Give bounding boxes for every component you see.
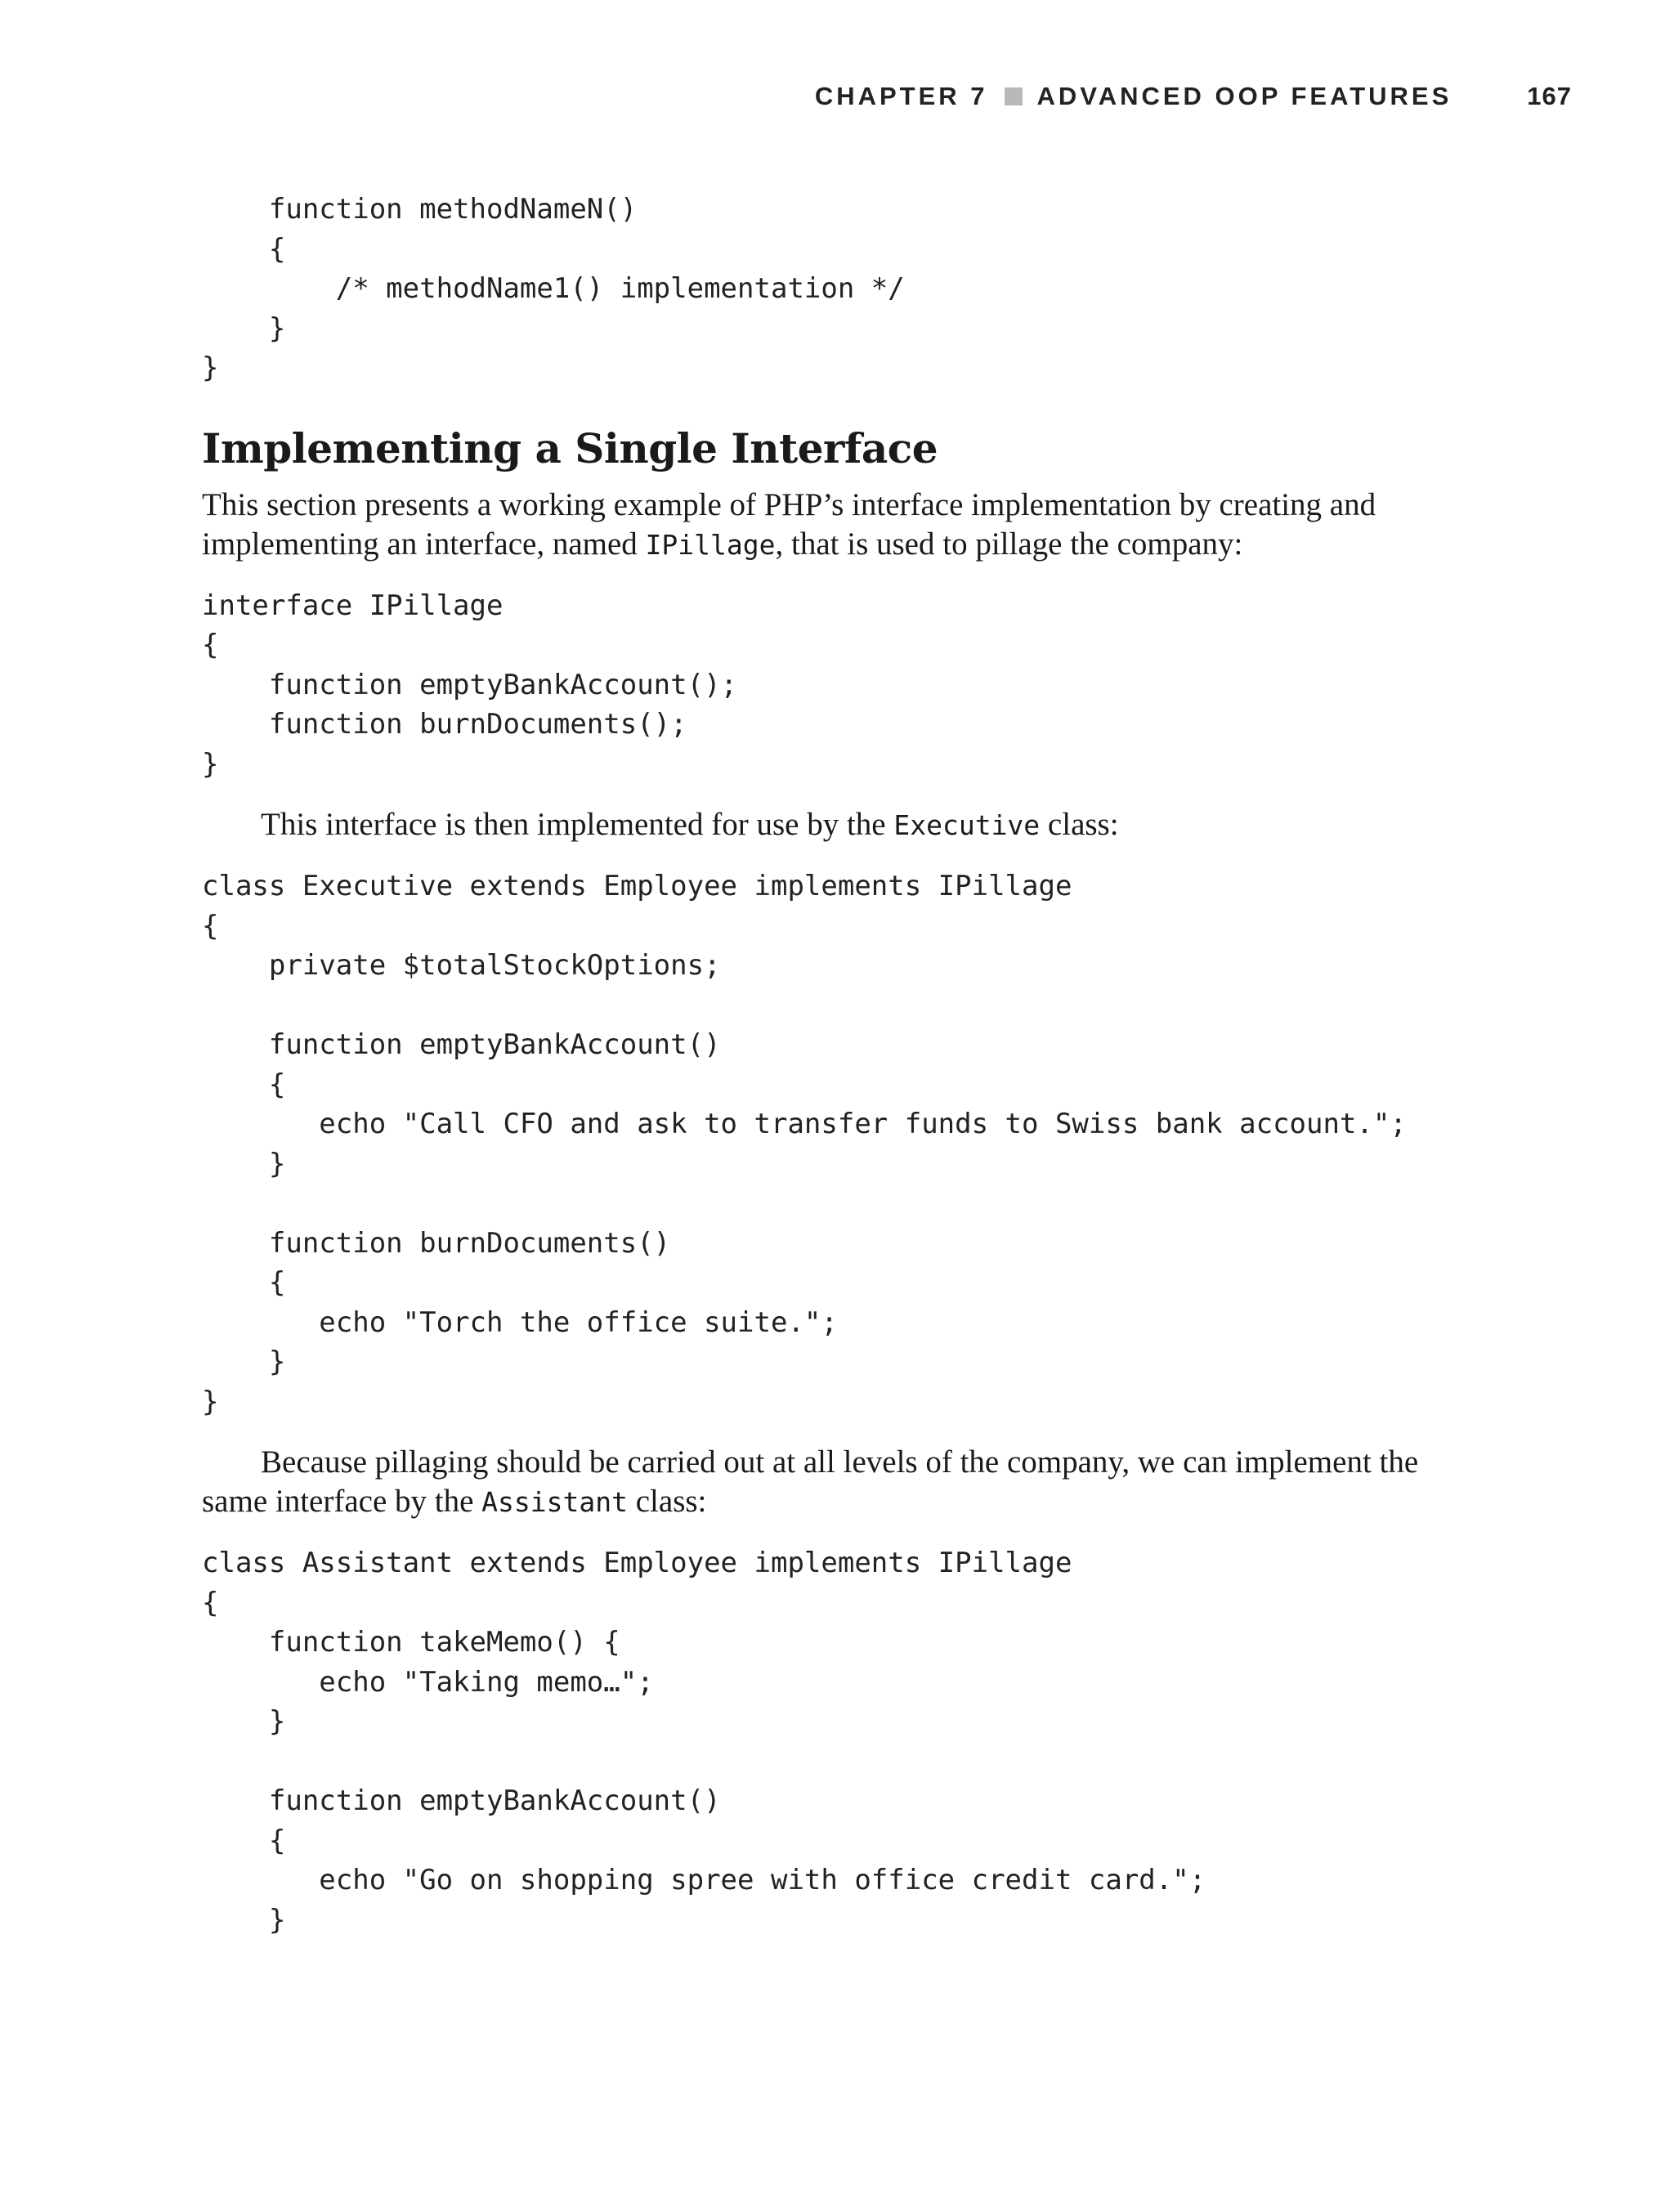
- chapter-title: ADVANCED OOP FEATURES: [1036, 82, 1452, 110]
- spacer: [202, 845, 1477, 866]
- paragraph-executive-text-before: This interface is then implemented for use by the: [261, 807, 894, 842]
- spacer: [202, 784, 1477, 805]
- code-block-assistant: class Assistant extends Employee implements IPillage { function takeMemo() { echo "Taking memo…"; } function emptyBankAccount() { echo "Go on shopping spree with office credit card."; }: [202, 1547, 1206, 1937]
- code-block-interface: interface IPillage { function emptyBankAccount(); function burnDocuments(); }: [202, 589, 738, 781]
- page-content: [202, 190, 1477, 1940]
- paragraph-intro-text-before: This section presents a working example of PHP’s interface implementation by creating and implementing an interface, named: [202, 486, 1376, 562]
- header-square-icon: [1005, 87, 1023, 105]
- paragraph-intro: [202, 486, 1477, 565]
- code-block-executive: class Executive extends Employee implements IPillage { private $totalStockOptions; function emptyBankAccount() { echo "Call CFO and ask to transfer funds to Swiss bank account."; } function burnDocuments() { echo "Torch the office suite."; } }: [202, 870, 1407, 1418]
- spacer: [202, 565, 1477, 586]
- paragraph-executive: [202, 805, 1477, 845]
- running-header: [815, 82, 1572, 111]
- spacer: [202, 1522, 1477, 1543]
- chapter-label: CHAPTER 7: [814, 82, 988, 110]
- inline-code-ipillage: IPillage: [645, 528, 776, 561]
- spacer: [202, 1422, 1477, 1443]
- paragraph-assistant: [202, 1443, 1477, 1522]
- paragraph-assistant-text-after: class:: [627, 1484, 707, 1519]
- code-block-method-end: function methodNameN() { /* methodName1() implementation */ } }: [202, 193, 905, 384]
- section-heading: Implementing a Single Interface: [202, 423, 938, 472]
- paragraph-intro-text-after: , that is used to pillage the company:: [775, 526, 1243, 562]
- paragraph-executive-text-after: class:: [1040, 807, 1119, 842]
- page-number: 167: [1527, 82, 1572, 110]
- inline-code-assistant: Assistant: [481, 1486, 628, 1518]
- paragraph-assistant-text-before: Because pillaging should be carried out at all levels of the company, we can implement the same interface by the: [202, 1444, 1419, 1519]
- inline-code-executive: Executive: [893, 809, 1041, 841]
